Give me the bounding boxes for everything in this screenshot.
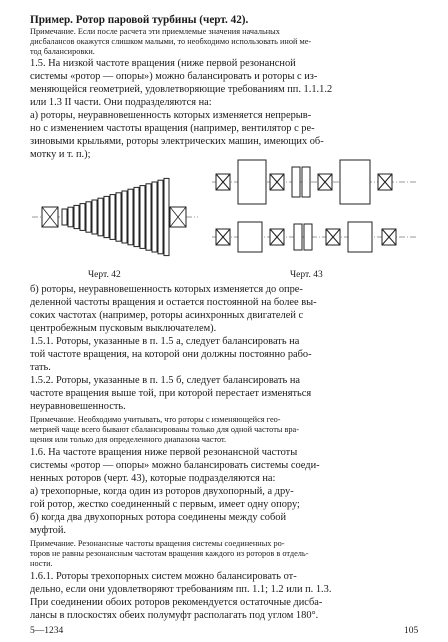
- rotor-disc: [152, 182, 157, 252]
- text-line: 1.5.2. Роторы, указанные в п. 1.5 б, следует балансировать на: [30, 375, 301, 386]
- text-line: неуравновешенность.: [30, 401, 126, 412]
- rotor-disc: [146, 184, 151, 250]
- text-line: системы «ротор — опоры») можно балансировать и роторы с из-: [30, 71, 318, 82]
- rotor-disc: [134, 187, 139, 246]
- rotor-disc: [68, 207, 73, 227]
- figure-43-caption: Черт. 43: [290, 270, 323, 280]
- note-line: тод балансировки.: [30, 47, 95, 56]
- text-line: лансы в плоскостях обеих полумуфт располагать под углом 180°.: [30, 610, 319, 621]
- text-line: тать.: [30, 362, 51, 373]
- text-line: дельно, если они удовлетворяют требованиям пп. 1.1; 1.2 или п. 1.3.: [30, 584, 332, 595]
- rotor-disc: [92, 200, 97, 234]
- text-line: а) трехопорные, когда один из роторов двухопорный, а дру-: [30, 486, 294, 497]
- text-line: 1.6.1. Роторы трехопорных систем можно балансировать от-: [30, 571, 297, 582]
- text-line: б) роторы, неуравновешенность которых изменяется до опре-: [30, 284, 303, 295]
- text-line: центробежным пусковым выключателем).: [30, 323, 217, 334]
- page-number: 105: [404, 626, 419, 636]
- rotor-disc: [140, 186, 145, 249]
- text-line: меняющейся геометрией, удовлетворяющие требованиям пп. 1.1.1.2: [30, 84, 333, 95]
- figure-43-connected-rotors: [210, 152, 420, 267]
- figure-42-caption: Черт. 42: [88, 270, 121, 280]
- rotor-disc: [80, 204, 85, 231]
- text-line: зиновыми крыльями, роторы электрических машин, имеющих об-: [30, 136, 324, 147]
- text-line: а) роторы, неуравновешенность которых изменяется непрерыв-: [30, 110, 312, 121]
- text-line: системы «ротор — опоры» можно балансировать системы соеди-: [30, 460, 320, 471]
- text-line: 1.5.1. Роторы, указанные в п. 1.5 а, следует балансировать на: [30, 336, 300, 347]
- text-line: При соединении обоих роторов рекомендуется остаточные дисба-: [30, 597, 323, 608]
- rotor-disc: [98, 198, 103, 236]
- text-line: 1.6. На частоте вращения ниже первой резонансной частоты: [30, 447, 298, 458]
- text-line: но с изменением частоты вращения (например, вентилятор с ре-: [30, 123, 315, 134]
- footer-code: 5—1234: [30, 626, 64, 636]
- text-line: гой ротор, жестко соединенный с первым, имеет одну опору;: [30, 499, 300, 510]
- text-line: частоте вращения выше той, при которой перестает изменяться: [30, 388, 312, 399]
- rotor-disc: [62, 209, 67, 225]
- text-line: муфтой.: [30, 525, 67, 536]
- rotor-disc: [122, 191, 127, 243]
- rotor-disc: [86, 202, 91, 232]
- note-line: ности.: [30, 559, 53, 568]
- text-line: мотку и т. п.);: [30, 149, 91, 160]
- rotor-disc: [110, 195, 115, 240]
- rotor-disc: [158, 180, 163, 254]
- note-line: дисбалансов окажутся слишком малыми, то необходимо использовать иной ме-: [30, 37, 312, 46]
- text-line: 1.5. На низкой частоте вращения (ниже первой резонансной: [30, 58, 296, 69]
- text-line: той частоте вращения, на которой они должны постоянно рабо-: [30, 349, 312, 360]
- text-line: или 1.3 II части. Они подразделяются на:: [30, 97, 212, 108]
- note-line: торов не равны резонансным частотам вращения каждого из роторов в отдель-: [30, 549, 309, 558]
- rotor-disc: [104, 196, 109, 237]
- text-line: ненных роторов (черт. 43), которые подразделяются на:: [30, 473, 276, 484]
- rotor-disc: [74, 205, 79, 228]
- figure-42-turbine-rotor: [30, 172, 200, 262]
- note-line: щения или только для определенного диапазона частот.: [30, 435, 227, 444]
- note-line: Примечание. Если после расчета эти приемлемые значения начальных: [30, 27, 280, 36]
- note-line: метрией чаще всего бывают сбалансированы только для одной частоты вра-: [30, 425, 299, 434]
- rotor-disc: [116, 193, 121, 241]
- note-line: Примечание. Резонансные частоты вращения системы соединенных ро-: [30, 539, 285, 548]
- text-line: б) когда два двухопорных ротора соединены между собой: [30, 512, 286, 523]
- text-line: деленной частоты вращения и остается постоянной на более вы-: [30, 297, 317, 308]
- rotor-disc: [128, 189, 133, 245]
- note-line: Примечание. Необходимо учитывать, что роторы с изменяющейся гео-: [30, 415, 281, 424]
- text-line: Пример. Ротор паровой турбины (черт. 42).: [30, 14, 249, 26]
- text-line: соких частотах (например, роторы асинхронных двигателей с: [30, 310, 304, 321]
- rotor-disc: [164, 178, 169, 255]
